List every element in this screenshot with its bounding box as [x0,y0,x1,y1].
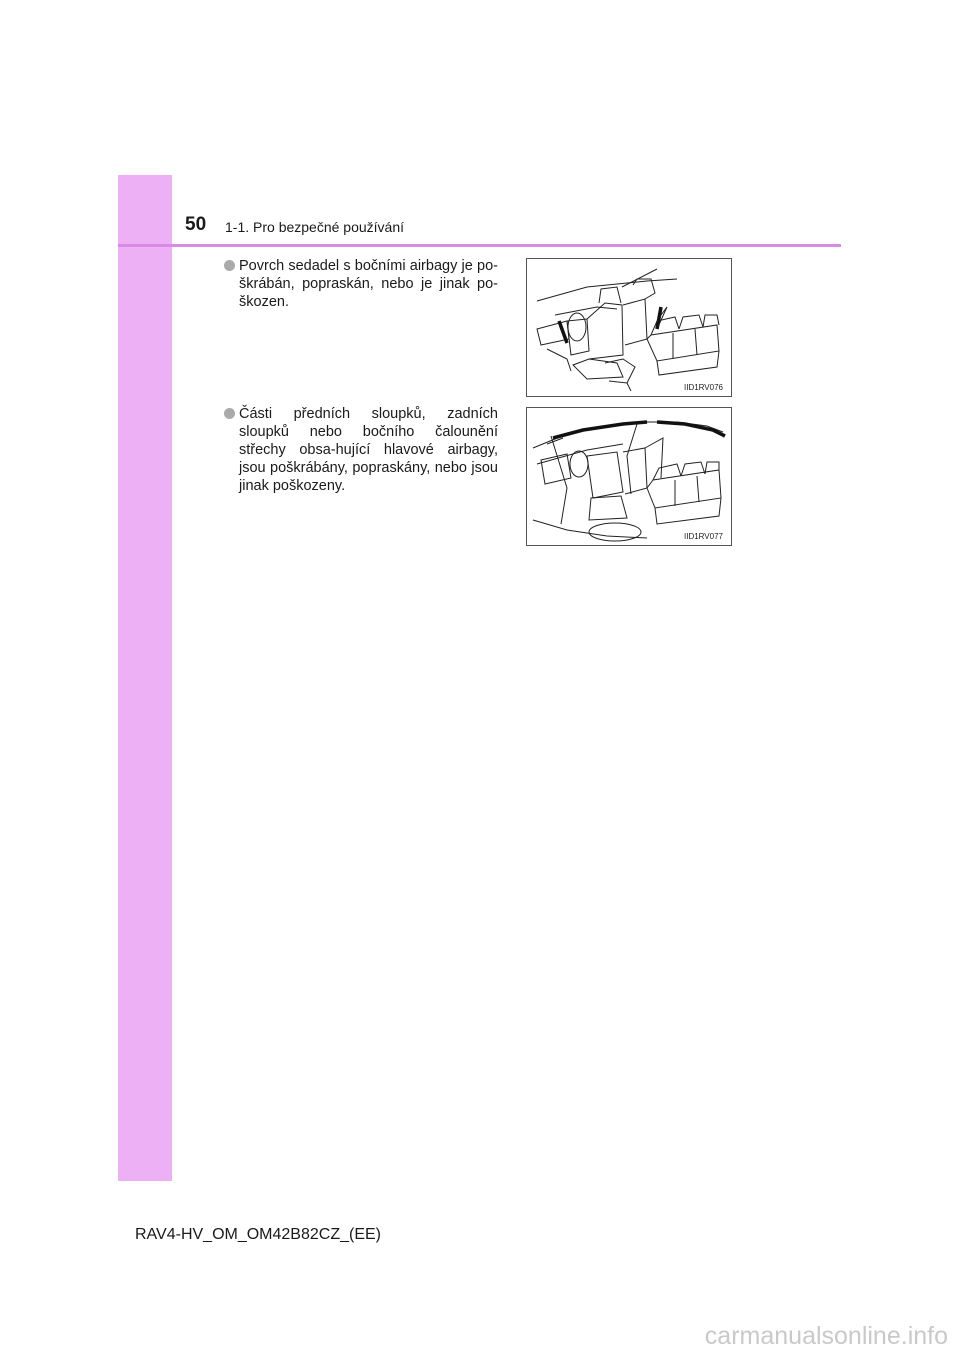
bullet-icon [224,260,235,271]
page-number: 50 [185,214,207,235]
curtain-airbag-drawing [527,408,731,545]
list-item-text: Části předních sloupků, zadních sloupků nebo bočního čalounění střechy obsa-hující hlavové airbagy, jsou poškrábány, popraskány, nebo jsou jinak poškozeny. [239,406,498,494]
seat-airbag-illustration [526,258,732,397]
figure-code: IID1RV077 [684,532,723,541]
list-item-text: Povrch sedadel s bočními airbagy je po-škrábán, popraskán, nebo je jinak po-škozen. [239,258,498,310]
chapter-sidebar-tab [118,175,172,1181]
list-item [224,257,498,311]
bullet-icon [224,408,235,419]
figure-code: IID1RV076 [684,383,723,392]
model-code-footer: RAV4-HV_OM_OM42B82CZ_(EE) [135,1226,381,1243]
seat-airbag-drawing [527,259,731,396]
list-item [224,405,498,495]
header-divider [118,244,841,247]
watermark: carmanualsonline.info [704,1322,948,1350]
section-title: 1-1. Pro bezpečné používání [225,219,405,235]
curtain-airbag-illustration [526,407,732,546]
